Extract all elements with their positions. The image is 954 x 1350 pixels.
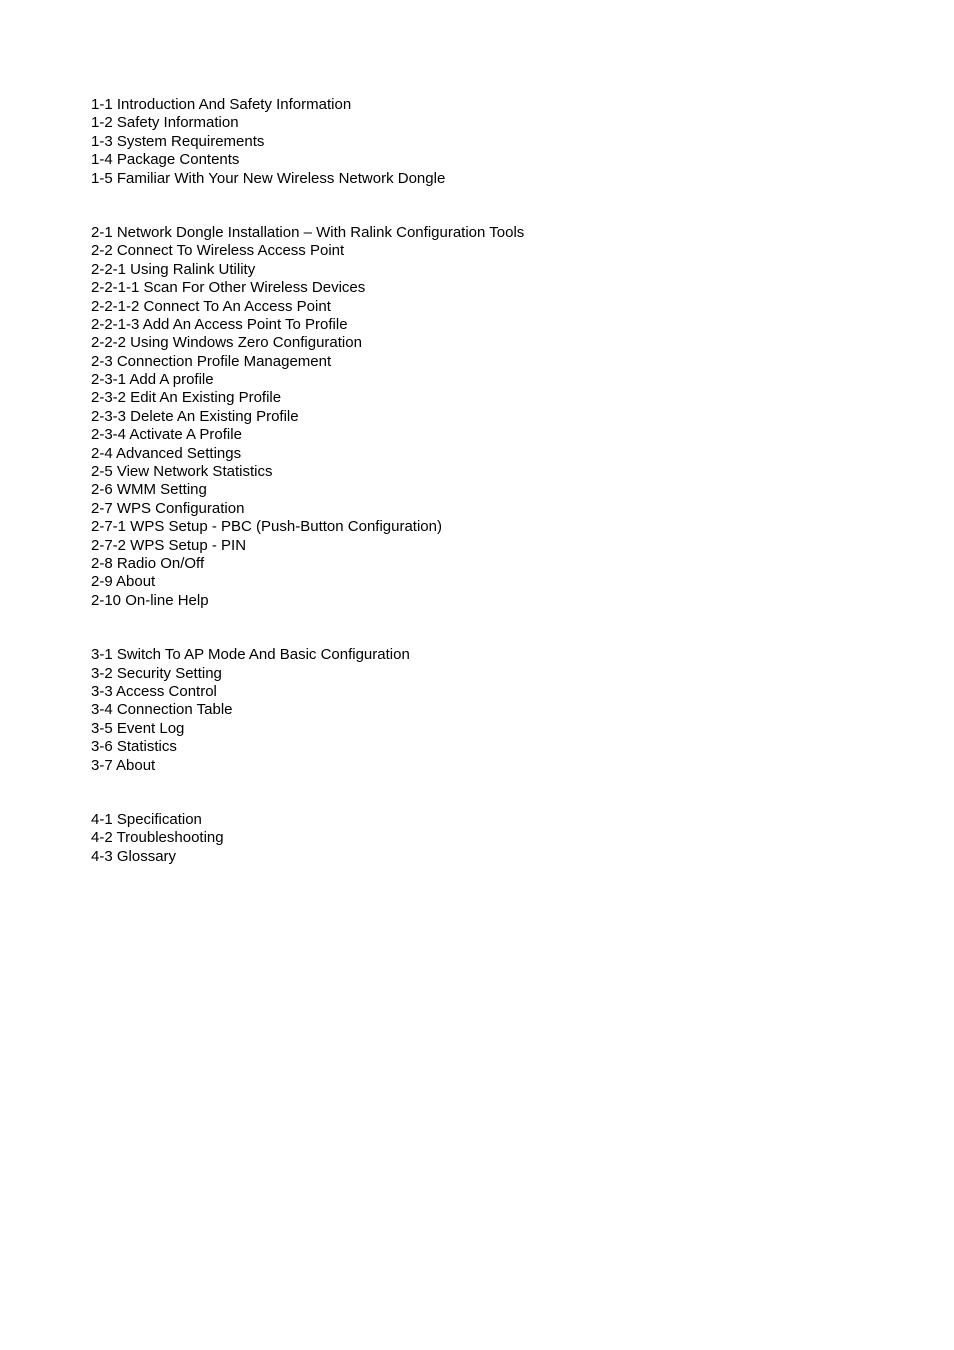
toc-entry[interactable]: 2-5 View Network Statistics [91, 463, 273, 481]
toc-entry[interactable]: 3-4 Connection Table [91, 701, 233, 719]
toc-entry[interactable]: 1-5 Familiar With Your New Wireless Network Dongle [91, 169, 446, 187]
toc-entry[interactable]: 1-1 Introduction And Safety Information [91, 96, 352, 113]
toc-section-4 [91, 811, 911, 866]
toc-entry[interactable]: 3-7 About [91, 756, 156, 774]
toc-entry[interactable]: 2-4 Advanced Settings [91, 444, 242, 462]
toc-entry[interactable]: 2-2-2 Using Windows Zero Configuration [91, 334, 362, 352]
toc-section-2 [91, 224, 911, 610]
toc-entry[interactable]: 2-3-3 Delete An Existing Profile [91, 407, 299, 425]
toc-entry[interactable]: 2-7 WPS Configuration [91, 499, 245, 517]
toc-entry[interactable]: 2-2-1 Using Ralink Utility [91, 260, 256, 278]
toc-section-1 [91, 96, 911, 188]
toc-entry[interactable]: 2-2-1-3 Add An Access Point To Profile [91, 315, 348, 333]
table-of-contents [91, 96, 911, 866]
toc-entry[interactable]: 2-3 Connection Profile Management [91, 352, 332, 370]
toc-entry[interactable]: 1-4 Package Contents [91, 151, 240, 169]
toc-entry[interactable]: 2-10 On-line Help [91, 591, 209, 609]
toc-entry[interactable]: 2-9 About [91, 573, 156, 591]
toc-entry[interactable]: 2-7-2 WPS Setup - PIN [91, 536, 247, 554]
toc-entry[interactable]: 2-2-1-1 Scan For Other Wireless Devices [91, 279, 366, 297]
toc-entry[interactable]: 2-2-1-2 Connect To An Access Point [91, 297, 331, 315]
toc-entry[interactable]: 2-3-2 Edit An Existing Profile [91, 389, 282, 407]
toc-entry[interactable]: 3-6 Statistics [91, 738, 177, 756]
toc-entry[interactable]: 4-1 Specification [91, 810, 202, 828]
toc-entry[interactable]: 4-3 Glossary [91, 847, 177, 865]
toc-entry[interactable]: 2-8 Radio On/Off [91, 554, 205, 572]
toc-entry[interactable]: 1-2 Safety Information [91, 114, 239, 132]
toc-entry[interactable]: 3-3 Access Control [91, 682, 217, 700]
toc-entry[interactable]: 3-5 Event Log [91, 719, 185, 737]
toc-entry[interactable]: 2-6 WMM Setting [91, 481, 207, 499]
toc-entry[interactable]: 2-3-4 Activate A Profile [91, 426, 242, 444]
toc-entry[interactable]: 2-3-1 Add A profile [91, 371, 214, 389]
toc-entry[interactable]: 2-1 Network Dongle Installation – With Ralink Configuration Tools [91, 223, 525, 241]
toc-entry[interactable]: 2-7-1 WPS Setup - PBC (Push-Button Configuration) [91, 518, 442, 536]
toc-entry[interactable]: 3-1 Switch To AP Mode And Basic Configuration [91, 646, 410, 664]
toc-section-3 [91, 646, 911, 775]
toc-entry[interactable]: 3-2 Security Setting [91, 664, 222, 682]
toc-entry[interactable]: 2-2 Connect To Wireless Access Point [91, 242, 345, 260]
toc-entry[interactable]: 1-3 System Requirements [91, 132, 265, 150]
toc-entry[interactable]: 4-2 Troubleshooting [91, 829, 224, 847]
